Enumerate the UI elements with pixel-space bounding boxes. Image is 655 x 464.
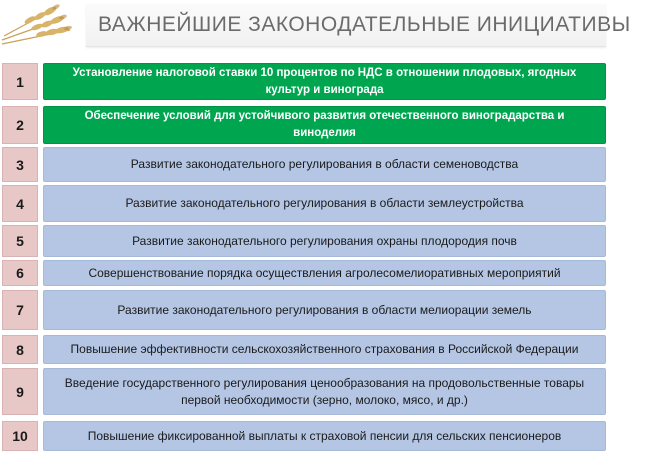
item-number: 1 — [2, 63, 38, 100]
page-title: ВАЖНЕЙШИЕ ЗАКОНОДАТЕЛЬНЫЕ ИНИЦИАТИВЫ — [98, 13, 631, 36]
item-text: Введение государственного регулирования ценообразования на продовольственные товары первой необходимости (зерно, молоко, мясо, и др.) — [43, 368, 606, 415]
list-item-7 — [2, 290, 606, 330]
list-item-6 — [2, 260, 606, 286]
item-number: 4 — [2, 185, 38, 222]
item-number: 2 — [2, 106, 38, 144]
list-item-9 — [2, 368, 606, 415]
item-number: 3 — [2, 147, 38, 182]
item-number: 5 — [2, 225, 38, 257]
list-item-3 — [2, 147, 606, 182]
item-text: Развитие законодательного регулирования в области семеноводства — [43, 147, 606, 182]
item-text: Развитие законодательного регулирования в области мелиорации земель — [43, 290, 606, 330]
item-text: Установление налоговой ставки 10 процентов по НДС в отношении плодовых, ягодных культур и винограда — [43, 63, 606, 100]
list-item-10 — [2, 421, 606, 451]
list-item-5 — [2, 225, 606, 257]
item-number: 7 — [2, 290, 38, 330]
item-text: Развитие законодательного регулирования в области землеустройства — [43, 185, 606, 222]
item-number: 10 — [2, 421, 38, 451]
item-number: 8 — [2, 335, 38, 364]
item-number: 9 — [2, 368, 38, 415]
item-text: Повышение фиксированной выплаты к страховой пенсии для сельских пенсионеров — [43, 421, 606, 451]
item-text: Развитие законодательного регулирования охраны плодородия почв — [43, 225, 606, 257]
list-item-2 — [2, 106, 606, 144]
item-number: 6 — [2, 260, 38, 286]
item-text: Повышение эффективности сельскохозяйственного страхования в Российской Федерации — [43, 335, 606, 364]
item-text: Совершенствование порядка осуществления агролесомелиоративных мероприятий — [43, 260, 606, 286]
item-text: Обеспечение условий для устойчивого развития отечественного виноградарства и виноделия — [43, 106, 606, 144]
list-item-4 — [2, 185, 606, 222]
list-item-8 — [2, 335, 606, 364]
list-item-1 — [2, 63, 606, 100]
